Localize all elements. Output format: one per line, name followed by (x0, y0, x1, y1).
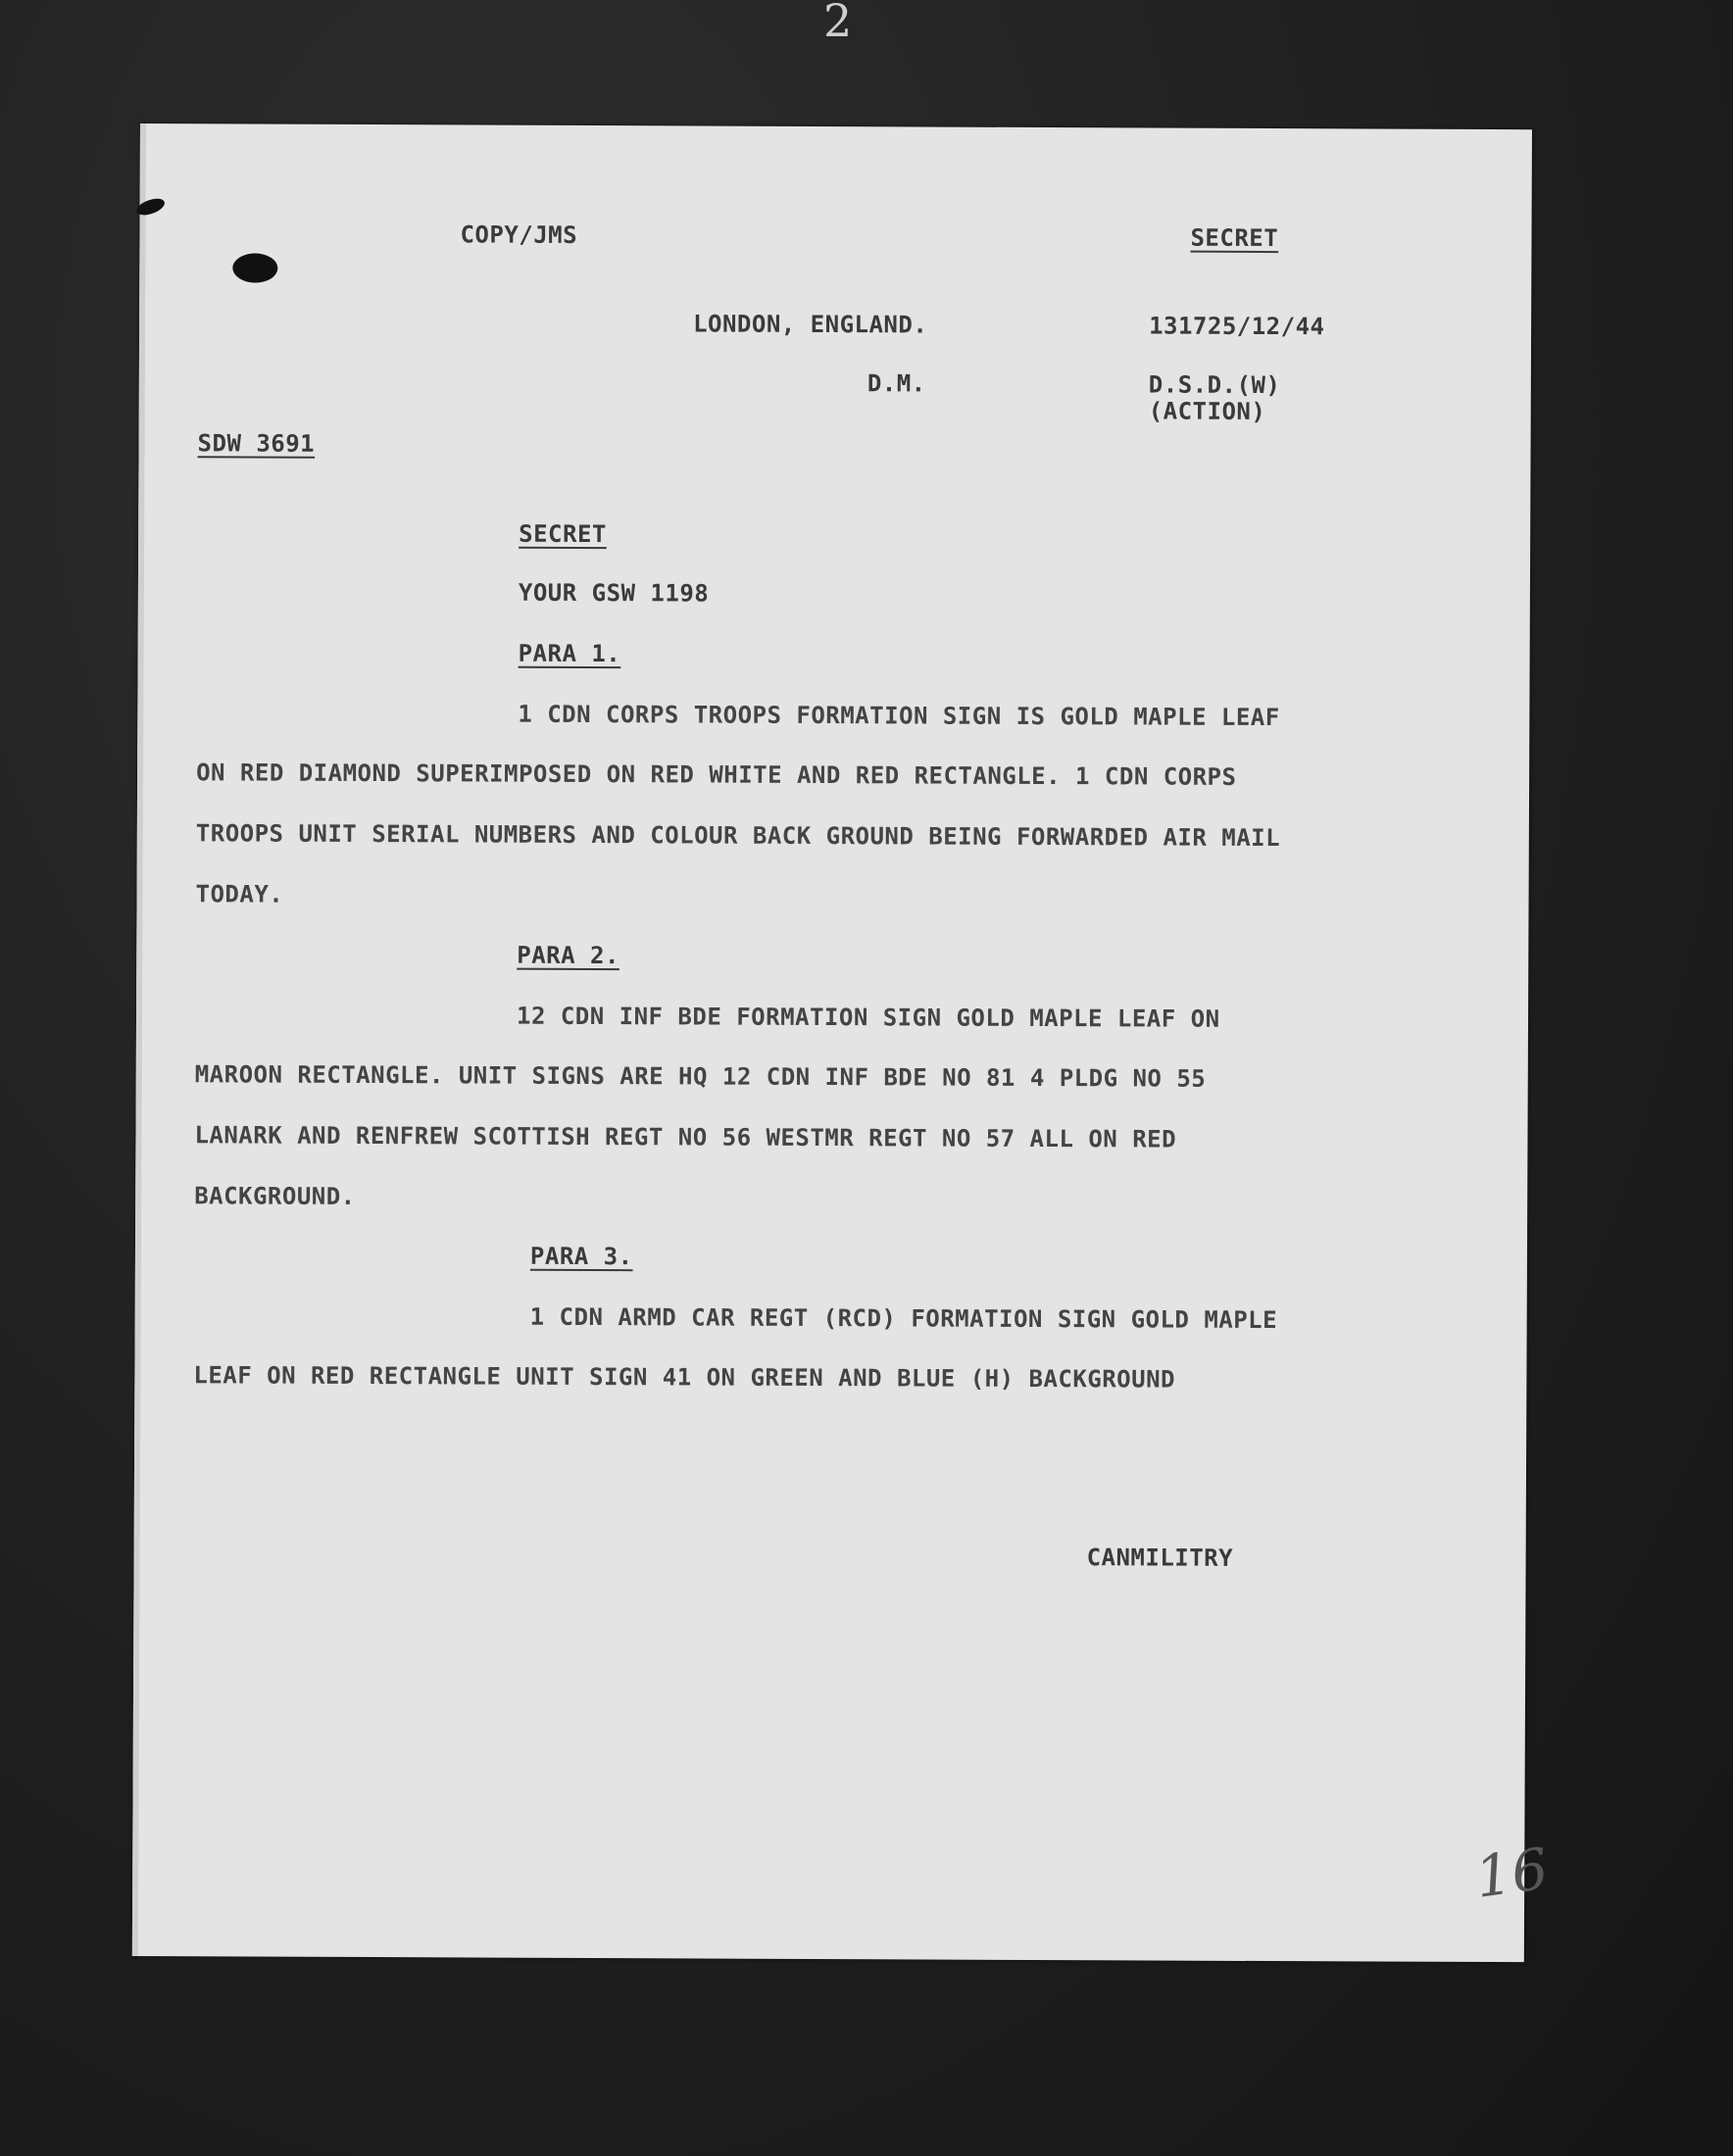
para-2-line-1: 12 CDN INF BDE FORMATION SIGN GOLD MAPLE LEAF ON (516, 1002, 1220, 1033)
serial-number: SDW 3691 (197, 429, 316, 458)
para-1-line-3: TROOPS UNIT SERIAL NUMBERS AND COLOUR BACK GROUND BEING FORWARDED AIR MAIL (195, 819, 1281, 853)
para-2-line-3: LANARK AND RENFREW SCOTTISH REGT NO 56 WESTMR REGT NO 57 ALL ON RED (194, 1121, 1177, 1153)
from-office: D.M. (866, 369, 926, 398)
to-office-note: (ACTION) (1148, 397, 1266, 426)
origin-place: LONDON, ENGLAND. (693, 310, 928, 339)
copy-label: COPY/JMS (460, 220, 578, 249)
para-3-heading: PARA 3. (529, 1242, 633, 1271)
page-number: 16 (1470, 1835, 1553, 1911)
reference-number: 131725/12/44 (1149, 312, 1325, 341)
para-3-line-2: LEAF ON RED RECTANGLE UNIT SIGN 41 ON GREEN AND BLUE (H) BACKGROUND (193, 1361, 1176, 1394)
to-office: D.S.D.(W) (1148, 370, 1281, 400)
reply-reference: YOUR GSW 1198 (518, 578, 710, 608)
document-sheet (132, 123, 1553, 1962)
para-2-heading: PARA 2. (517, 941, 620, 970)
signature-canmilitry: CANMILITRY (1086, 1544, 1234, 1572)
classification-header: SECRET (1190, 223, 1279, 253)
para-2-line-4: BACKGROUND. (194, 1182, 356, 1210)
top-handwritten-mark: 2 (823, 0, 853, 47)
para-3-line-1: 1 CDN ARMD CAR REGT (RCD) FORMATION SIGN GOLD MAPLE (529, 1302, 1278, 1335)
para-1-line-4: TODAY. (195, 880, 284, 908)
para-1-line-2: ON RED DIAMOND SUPERIMPOSED ON RED WHITE AND RED RECTANGLE. 1 CDN CORPS (196, 759, 1237, 791)
ink-blot (232, 253, 277, 282)
para-1-line-1: 1 CDN CORPS TROOPS FORMATION SIGN IS GOLD MAPLE LEAF (518, 700, 1280, 732)
body-classification: SECRET (519, 519, 607, 549)
para-2-line-2: MAROON RECTANGLE. UNIT SIGNS ARE HQ 12 CDN INF BDE NO 81 4 PLDG NO 55 (194, 1060, 1207, 1093)
para-1-heading: PARA 1. (518, 639, 621, 668)
